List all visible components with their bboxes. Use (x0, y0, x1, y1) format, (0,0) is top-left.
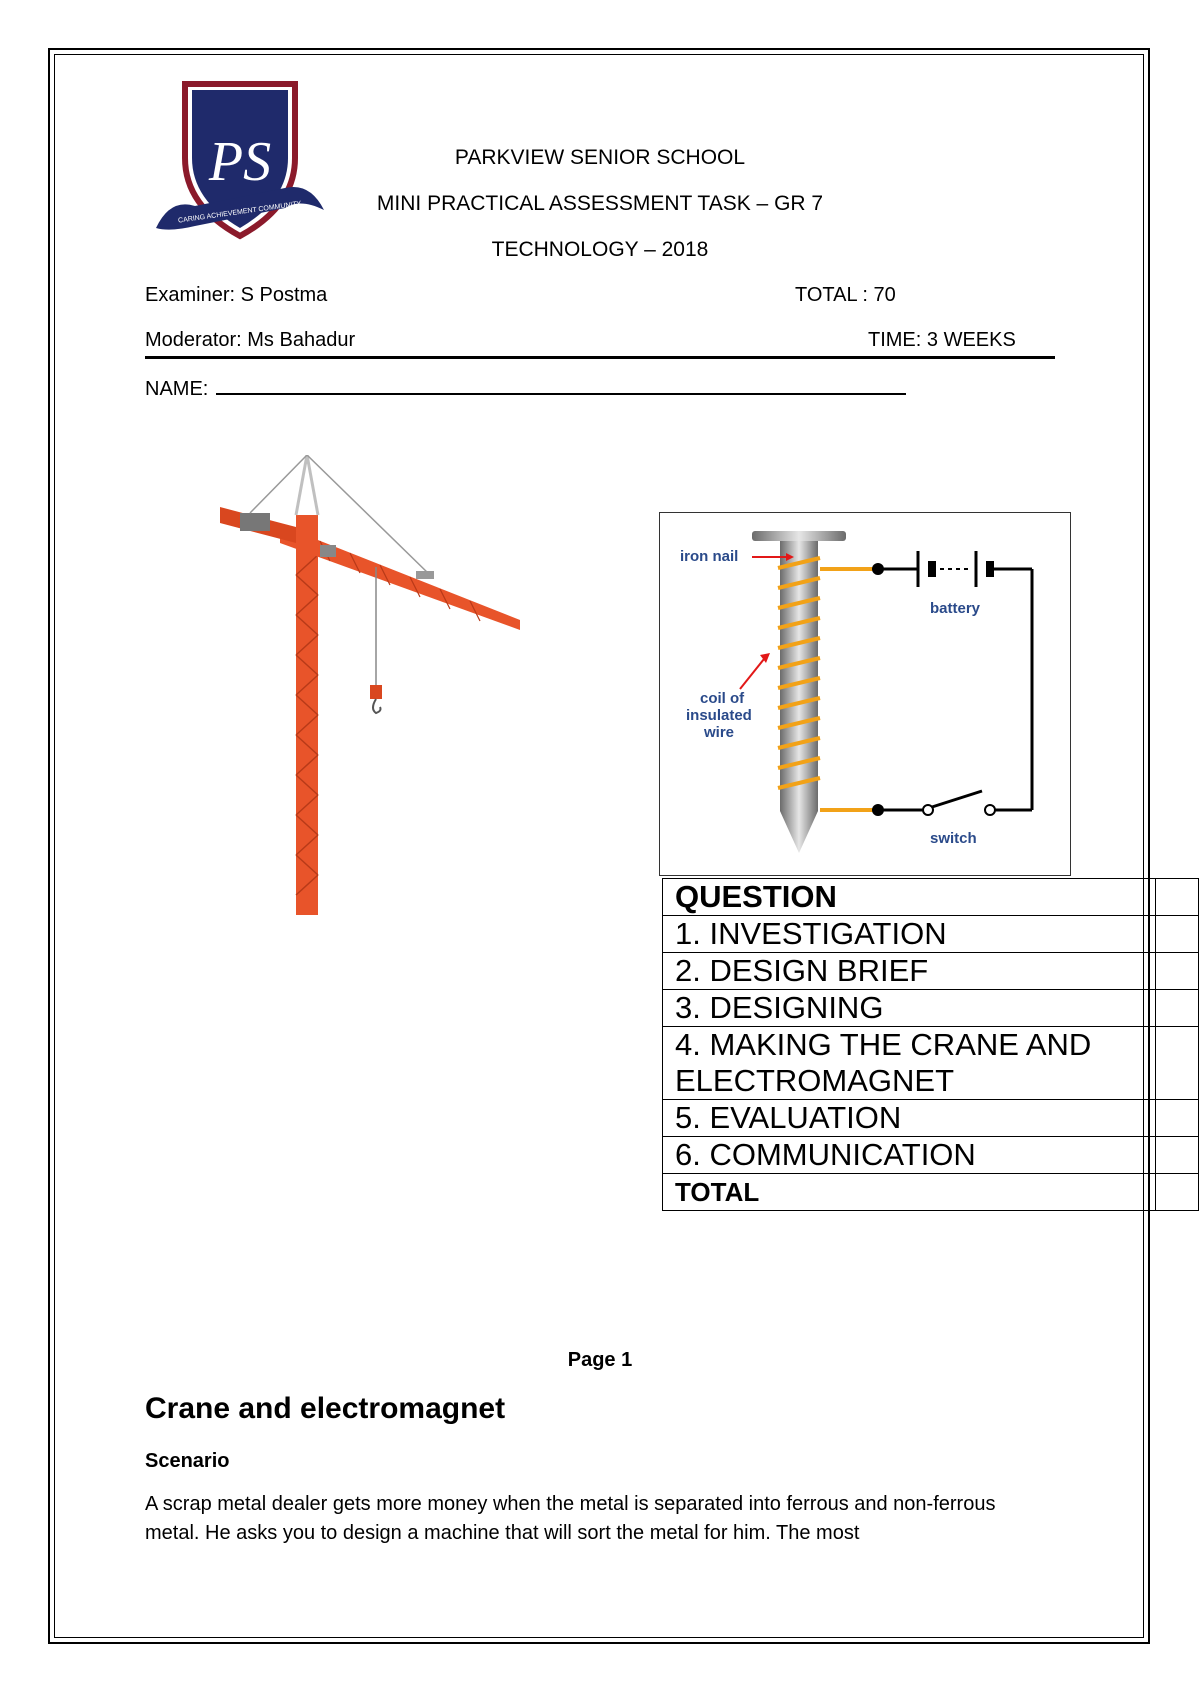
crest-motto: CARING ACHIEVEMENT COMMUNITY (177, 200, 302, 225)
mark-cell (1156, 1100, 1199, 1137)
mark-cell (1156, 1137, 1199, 1174)
table-row (663, 916, 1199, 953)
electromagnet-drawing (660, 513, 1070, 875)
page-number: Page 1 (567, 1349, 633, 1371)
scenario-heading: Scenario (145, 1450, 230, 1472)
question-design-brief: 2. DESIGN BRIEF (663, 953, 1156, 990)
marks-table (662, 878, 1199, 1211)
mark-cell (1156, 953, 1199, 990)
scenario-paragraph: A scrap metal dealer gets more money when the metal is separated into ferrous and non-ferrous metal. He asks you to design a machine that will sort the metal for him. The most (145, 1493, 996, 1544)
table-total-label: TOTAL (663, 1174, 1156, 1211)
label-coil-line-3: wire (704, 724, 735, 741)
label-battery: battery (930, 600, 981, 617)
question-designing: 3. DESIGNING (663, 990, 1156, 1027)
mark-cell (1156, 879, 1199, 916)
question-making: 4. MAKING THE CRANE AND ELECTROMAGNET (663, 1027, 1156, 1100)
question-evaluation: 5. EVALUATION (663, 1100, 1156, 1137)
question-investigation: 1. INVESTIGATION (663, 916, 1156, 953)
task-title: MINI PRACTICAL ASSESSMENT TASK – GR 7 (376, 192, 824, 215)
table-header-row (663, 879, 1199, 916)
label-coil-line-2: insulated (686, 707, 752, 724)
crest-monogram: PS (208, 131, 272, 193)
moderator: Moderator: Ms Bahadur (145, 329, 356, 351)
school-name: PARKVIEW SENIOR SCHOOL (454, 146, 746, 169)
table-row (663, 1137, 1199, 1174)
document-title: Crane and electromagnet (145, 1392, 506, 1425)
table-row (663, 990, 1199, 1027)
name-blank (216, 393, 906, 395)
mark-cell (1156, 916, 1199, 953)
time-allowed: TIME: 3 WEEKS (868, 329, 1016, 351)
mark-cell (1156, 1027, 1199, 1100)
label-iron-nail: iron nail (680, 548, 739, 565)
label-coil-line-1: coil of (700, 690, 745, 707)
name-label: NAME: (145, 378, 209, 400)
mark-cell (1156, 990, 1199, 1027)
table-total-row (663, 1174, 1199, 1211)
table-row (663, 1100, 1199, 1137)
examiner: Examiner: S Postma (145, 284, 328, 306)
header-rule (145, 356, 1055, 359)
electromagnet-diagram (659, 512, 1071, 876)
tower-crane-illustration (220, 455, 580, 925)
question-communication: 6. COMMUNICATION (663, 1137, 1156, 1174)
table-row (663, 1027, 1199, 1100)
label-switch: switch (930, 830, 977, 847)
subject-line: TECHNOLOGY – 2018 (491, 238, 709, 261)
total-marks: TOTAL : 70 (795, 284, 896, 306)
table-row (663, 953, 1199, 990)
total-mark-cell (1156, 1174, 1199, 1211)
table-header-question: QUESTION (663, 879, 1156, 916)
name-line (145, 378, 906, 401)
